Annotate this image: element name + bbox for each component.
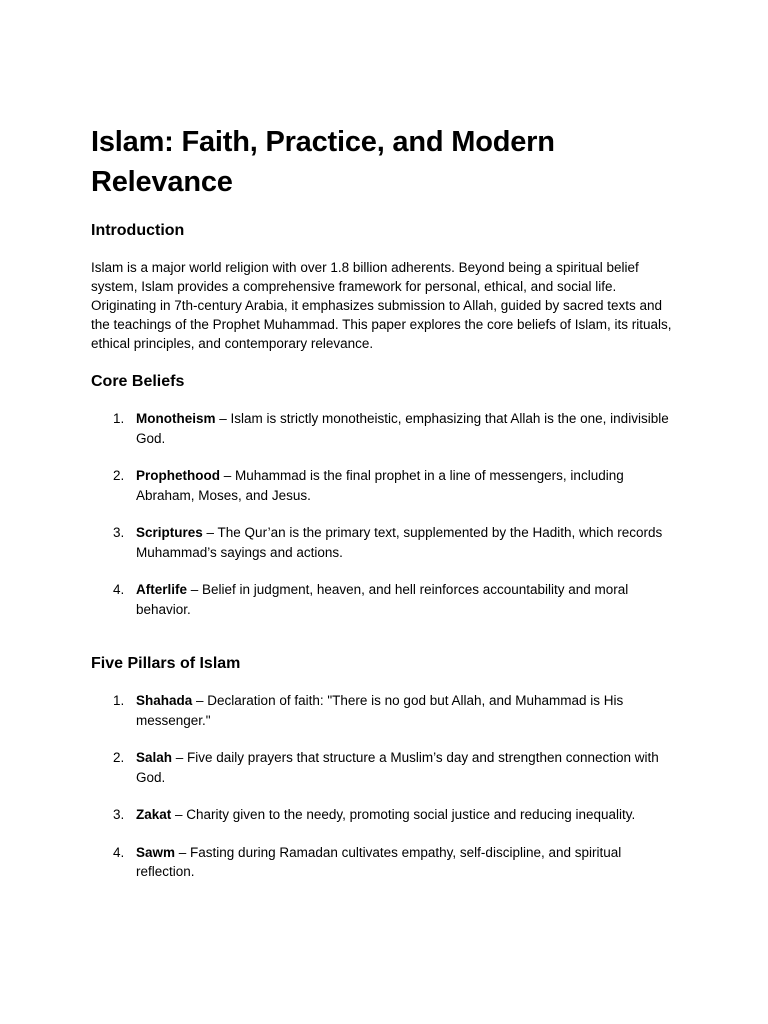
list-item-term: Monotheism: [136, 411, 216, 426]
list-item-text: – Five daily prayers that structure a Muslim’s day and strengthen connection with God.: [136, 750, 659, 785]
list-item-number: 4.: [113, 582, 125, 597]
list-item-text: – Charity given to the needy, promoting social justice and reducing inequality.: [171, 807, 636, 822]
introduction-heading: Introduction: [91, 222, 185, 239]
list-item: [91, 523, 681, 562]
list-item-text: – Muhammad is the final prophet in a line of messengers, including Abraham, Moses, and Jesus.: [136, 468, 624, 503]
list-item: [91, 805, 681, 825]
list-item-text: – Fasting during Ramadan cultivates empathy, self-discipline, and spiritual reflection.: [136, 844, 622, 879]
list-item: [91, 748, 681, 787]
list-item-number: 3.: [113, 525, 125, 540]
list-item-text: – Belief in judgment, heaven, and hell reinforces accountability and moral behavior.: [136, 582, 629, 617]
list-item-term: Sawm: [136, 844, 176, 860]
list-item-text: – Declaration of faith: "There is no god but Allah, and Muhammad is His messenger.": [136, 693, 624, 728]
list-item: [91, 580, 681, 619]
list-item-number: 1.: [113, 411, 125, 426]
list-item-number: 2.: [113, 750, 125, 765]
introduction-paragraph: Islam is a major world religion with over 1.8 billion adherents. Beyond being a spiritual belief system, Islam provides a comprehensive framework for personal, ethical, and social life. Originating in 7th-century Arabia, it emphasizes submission to Allah, guided by sacred texts and the teachings of the Prophet Muhammad. This paper explores the core beliefs of Islam, its rituals, ethical principles, and contemporary relevance.: [91, 260, 672, 351]
list-item-number: 1.: [113, 693, 125, 708]
list-item-term: Prophethood: [136, 468, 220, 483]
list-item-number: 3.: [113, 807, 125, 822]
five-pillars-list: [91, 691, 681, 882]
list-item-term: Zakat: [136, 807, 172, 822]
core-beliefs-list: [91, 409, 681, 619]
core-beliefs-heading: Core Beliefs: [91, 373, 185, 390]
list-item-text: – The Qur’an is the primary text, supplemented by the Hadith, which records Muhammad’s sayings and actions.: [136, 525, 663, 560]
list-item: [91, 409, 681, 448]
list-item-number: 2.: [113, 468, 125, 483]
list-item: [91, 691, 681, 730]
five-pillars-heading: Five Pillars of Islam: [91, 655, 241, 672]
list-item: [91, 466, 681, 505]
document-title: Islam: Faith, Practice, and Modern Relevance: [91, 126, 555, 198]
list-item: [91, 843, 681, 882]
list-item-term: Scriptures: [136, 525, 203, 540]
document-page: [91, 122, 681, 882]
list-item-text: – Islam is strictly monotheistic, emphasizing that Allah is the one, indivisible God.: [136, 411, 669, 446]
list-item-number: 4.: [113, 844, 125, 860]
list-item-term: Shahada: [136, 693, 193, 708]
list-item-term: Afterlife: [136, 582, 188, 597]
list-item-term: Salah: [136, 750, 173, 765]
